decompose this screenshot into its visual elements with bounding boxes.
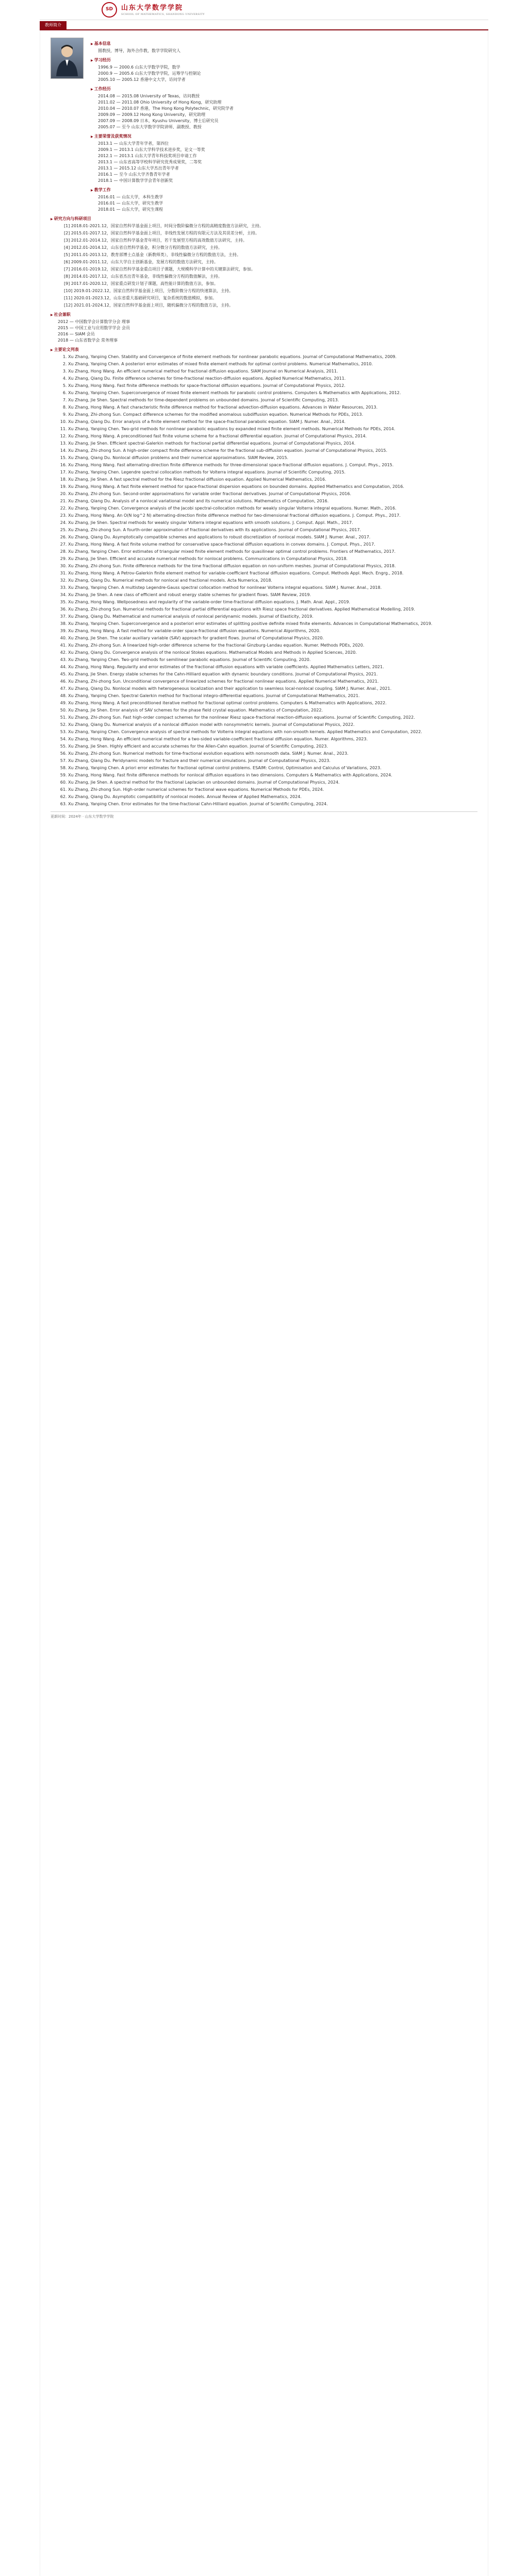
work-item: 2014.08 — 2015.08 University of Texas，访问教授 [98,94,200,98]
paper-item: 47. Xu Zhang, Qiang Du. Nonlocal models with heterogeneous localization and their application to seamless local-nonlocal coupling. SIAM J. Numer. Anal., 2021. [68,686,477,692]
honor-item: 2013.1 — 山东省高等学校科学研究优秀成果奖，二等奖 [98,160,202,164]
research-project: [7] 2016.01-2019.12，国家自然科学基金重点项目子课题，大规模科学计算中的关键算法研究，参加。 [64,267,255,272]
paper-item: 8. Xu Zhang, Hong Wang. A fast characteristic finite difference method for fractional advection-diffusion equations. Advances in Water Resources, 2013. [68,404,477,411]
research-project: [1] 2018.01-2021.12，国家自然科学基金面上项目，时间分数阶偏微分方程的高精度数值方法研究，主持。 [64,224,263,228]
school-name-en: SCHOOL OF MATHEMATICS, SHANDONG UNIVERSITY [121,13,205,16]
education-item: 2000.9 — 2005.6 山东大学数学学院，运筹学与控制论 [98,71,201,76]
paper-item: 25. Xu Zhang, Zhi-zhong Sun. A fourth-order approximation of fractional derivatives with its applications. Journal of Computational Physics, 2017. [68,527,477,533]
papers-title: ▶ 主要论文列表 [51,347,477,353]
work-item: 2009.09 — 2009.12 Hong Kong University，研究助理 [98,112,206,117]
paper-item: 16. Xu Zhang, Hong Wang. Fast alternating-direction finite difference methods for three-dimensional space-fractional diffusion equations. J. Comput. Phys., 2015. [68,462,477,468]
paper-item: 56. Xu Zhang, Zhi-zhong Sun. Numerical methods for time-fractional evolution equations with nonsmooth data. SIAM J. Numer. Anal., 2023. [68,751,477,757]
work-item: 2007.09 — 2008.09 日本，Kyushu University，博士后研究员 [98,118,219,123]
research-project: [8] 2014.01-2017.12，山东省杰出青年基金，非线性偏微分方程的数值解法，主持。 [64,274,222,279]
paper-item: 1. Xu Zhang, Yanping Chen. Stability and Convergence of finite element methods for nonlinear parabolic equations. Journal of Computational Mathematics, 2009. [68,354,477,360]
school-name-cn: 山东大学数学学院 [121,4,184,12]
research-project: [5] 2011.01-2013.12，教育部博士点基金（新教师类），非线性偏微分方程的数值方法，主持。 [64,252,241,257]
paper-item: 62. Xu Zhang, Qiang Du. Asymptotic compatibility of nonlocal models. Annual Review of Applied Mathematics, 2024. [68,794,477,800]
paper-item: 34. Xu Zhang, Jie Shen. A new class of efficient and robust energy stable schemes for gradient flows. SIAM Review, 2019. [68,592,477,598]
profile-photo [51,38,84,79]
site-header [40,0,488,20]
paper-item: 7. Xu Zhang, Jie Shen. Spectral methods for time-dependent problems on unbounded domains. Journal of Scientific Computing, 2013. [68,397,477,403]
paper-item: 57. Xu Zhang, Qiang Du. Peridynamic models for fracture and their numerical simulations. Journal of Computational Physics, 2023. [68,758,477,764]
paper-item: 46. Xu Zhang, Zhi-zhong Sun. Unconditional convergence of linearized schemes for fractional nonlinear equations. Applied Numerical Mathematics, 2021. [68,679,477,685]
research-project: [2] 2015.01-2017.12，国家自然科学基金面上项目，非线性发展方程的有限元方法及其误差分析，主持。 [64,231,259,235]
paper-item: 39. Xu Zhang, Hong Wang. A fast method for variable-order space-fractional diffusion equations. Numerical Algorithms, 2020. [68,628,477,634]
paper-item: 32. Xu Zhang, Qiang Du. Numerical methods for nonlocal and fractional models. Acta Numerica, 2018. [68,578,477,584]
basic-info-title: ▶ 基本信息 [91,41,477,47]
paper-item: 18. Xu Zhang, Jie Shen. A fast spectral method for the Riesz fractional diffusion equation. Applied Numerical Mathematics, 2016. [68,477,477,483]
paper-item: 38. Xu Zhang, Yanping Chen. Superconvergence and a posteriori error estimates of splitting positive definite mixed finite elements. Advances in Computational Mathematics, 2019. [68,621,477,627]
work-item: 2011.02 — 2011.08 Ohio University of Hong Kong，研究助理 [98,100,222,105]
honor-item: 2013.1 — 2015.12 山东大学杰出青年学者 [98,166,179,171]
teaching-item: 2018.01 — 山东大学，研究生课程 [98,207,163,212]
school-brand [121,3,205,17]
education-item: 2005.10 — 2005.12 香港中文大学，访问学者 [98,77,186,82]
paper-item: 31. Xu Zhang, Hong Wang. A Petrov-Galerkin finite element method for variable-coefficient fractional diffusion equations. Comput. Methods Appl. Mech. Engrg., 2018. [68,570,477,577]
paper-item: 43. Xu Zhang, Yanping Chen. Two-grid methods for semilinear parabolic equations. Journal of Scientific Computing, 2020. [68,657,477,663]
footer-note: 更新时间：2024年 · 山东大学数学学院 [51,811,477,820]
work-title: ▶ 工作经历 [91,86,477,92]
paper-item: 36. Xu Zhang, Zhi-zhong Sun. Numerical methods for fractional partial differential equations with Riesz space fractional derivatives. Applied Mathematical Modelling, 2019. [68,606,477,613]
honor-item: 2018.1 — 中国计算数学学会青年创新奖 [98,178,173,183]
basic-info-line: 圆教授，博导，海外合作教，数学学院研究人 [98,48,180,53]
paper-item: 22. Xu Zhang, Yanping Chen. Convergence analysis of the Jacobi spectral-collocation methods for weakly singular Volterra integral equations. Numer. Math., 2016. [68,505,477,512]
paper-item: 37. Xu Zhang, Qiang Du. Mathematical and numerical analysis of nonlocal peridynamic models. Journal of Elasticity, 2019. [68,614,477,620]
paper-item: 30. Xu Zhang, Zhi-zhong Sun. Finite difference methods for the time fractional diffusion equation on non-uniform meshes. Journal of Computational Physics, 2018. [68,563,477,569]
paper-item: 10. Xu Zhang, Qiang Du. Error analysis of a finite element method for the space-fractional parabolic equation. SIAM J. Numer. Anal., 2014. [68,419,477,425]
paper-item: 50. Xu Zhang, Jie Shen. Error analysis of SAV schemes for the phase field crystal equation. Mathematics of Computation, 2022. [68,707,477,714]
research-project: [12] 2021.01-2024.12，国家自然科学基金面上项目，随机偏微分方程的数值方法，主持。 [64,303,234,308]
paper-item: 44. Xu Zhang, Hong Wang. Regularity and error estimates of the fractional diffusion equations with variable coefficients. Applied Mathematics Letters, 2021. [68,664,477,670]
paper-item: 40. Xu Zhang, Jie Shen. The scalar auxiliary variable (SAV) approach for gradient flows. Journal of Computational Physics, 2020. [68,635,477,641]
research-project: [11] 2020.01-2023.12，山东省重大基础研究项目，复杂系统的数值模拟，参加。 [64,296,217,300]
tab-profile[interactable]: 教师简介 [40,21,67,29]
research-project: [4] 2012.01-2014.12，山东省自然科学基金，积分微分方程的数值方法研究，主持。 [64,245,222,250]
main-content [40,30,488,2576]
research-title: ▶ 研究方向与科研项目 [51,216,477,222]
paper-item: 54. Xu Zhang, Hong Wang. An efficient numerical method for a two-sided variable-coefficient fractional diffusion equation. Numer. Algorithms, 2023. [68,736,477,742]
paper-item: 2. Xu Zhang, Yanping Chen. A posteriori error estimates of mixed finite element methods for optimal control problems. Numerical Mathematics, 2010. [68,361,477,367]
paper-item: 3. Xu Zhang, Hong Wang. An efficient numerical method for fractional diffusion equations. SIAM Journal on Numerical Analysis, 2011. [68,368,477,375]
service-title: ▶ 社会兼职 [51,312,477,318]
service-item: 2012 — 中国数学会计算数学分会 理事 [58,319,130,324]
paper-item: 19. Xu Zhang, Hong Wang. A fast finite element method for space-fractional dispersion equations on bounded domains. Applied Mathematics and Computation, 2016. [68,484,477,490]
paper-item: 63. Xu Zhang, Yanping Chen. Error estimates for the time-fractional Cahn-Hilliard equation. Journal of Scientific Computing, 2024. [68,801,477,807]
service-item: 2016 — SIAM 会员 [58,332,95,336]
title-bar [40,20,488,30]
honor-item: 2009.1 — 2013.1 山东大学科学技术进步奖，论文一等奖 [98,147,205,152]
education-item: 1996.9 — 2000.6 山东大学数学学院，数学 [98,65,180,70]
paper-list [51,354,477,807]
research-project: [6] 2009.01-2011.12，山东大学自主创新基金，发展方程的数值方法研究，主持。 [64,260,218,264]
paper-item: 15. Xu Zhang, Qiang Du. Nonlocal diffusion problems and their numerical approximations. SIAM Review, 2015. [68,455,477,461]
profile-section [51,38,477,213]
school-logo[interactable] [102,2,117,18]
honor-item: 2016.1 — 至今 山东大学齐鲁青年学者 [98,172,170,177]
paper-item: 60. Xu Zhang, Jie Shen. A spectral method for the fractional Laplacian on unbounded domains. Journal of Computational Physics, 2024. [68,779,477,786]
teaching-item: 2016.01 — 山东大学，本科生教学 [98,195,163,199]
paper-item: 59. Xu Zhang, Hong Wang. Fast finite difference methods for nonlocal diffusion equations in two dimensions. Computers & Mathematics with Applications, 2024. [68,772,477,778]
paper-item: 26. Xu Zhang, Qiang Du. Asymptotically compatible schemes and applications to robust discretization of nonlocal models. SIAM J. Numer. Anal., 2017. [68,534,477,540]
research-project: [10] 2019.01-2022.12，国家自然科学基金面上项目，分数阶微分方程的快速算法，主持。 [64,289,234,293]
paper-item: 27. Xu Zhang, Hong Wang. A fast finite volume method for conservative space-fractional diffusion equations in convex domains. J. Comput. Phys., 2017. [68,541,477,548]
work-item: 2010.04 — 2010.07 香港，The Hong Kong Polytechnic，研究院学者 [98,106,234,111]
paper-item: 33. Xu Zhang, Yanping Chen. A multistep Legendre-Gauss spectral collocation method for nonlinear Volterra integral equations. SIAM J. Numer. Anal., 2018. [68,585,477,591]
paper-item: 42. Xu Zhang, Qiang Du. Convergence analysis of the nonlocal Stokes equations. Mathematical Models and Methods in Applied Sciences, 2020. [68,650,477,656]
paper-item: 58. Xu Zhang, Yanping Chen. A priori error estimates for fractional optimal control problems. ESAIM: Control, Optimisation and Calculus of Variations, 2023. [68,765,477,771]
research-project: [9] 2017.01-2020.12，国家重点研发计划子课题，高性能计算的数值方法，参加。 [64,281,218,286]
paper-item: 20. Xu Zhang, Zhi-zhong Sun. Second-order approximations for variable order fractional derivatives. Journal of Computational Physics, 2016. [68,491,477,497]
paper-item: 53. Xu Zhang, Yanping Chen. Convergence analysis of spectral methods for Volterra integral equations with non-smooth kernels. Applied Mathematics and Computation, 2022. [68,729,477,735]
paper-item: 9. Xu Zhang, Zhi-zhong Sun. Compact difference schemes for the modified anomalous subdiffusion equation. Numerical Methods for PDEs, 2013. [68,412,477,418]
paper-item: 52. Xu Zhang, Qiang Du. Numerical analysis of a nonlocal diffusion model with nonsymmetric kernels. Journal of Computational Physics, 2022. [68,722,477,728]
honor-title: ▶ 主要荣誉及获奖情况 [91,133,477,140]
paper-item: 4. Xu Zhang, Qiang Du. Finite difference schemes for time-fractional reaction-diffusion equations. Applied Numerical Mathematics, 2011. [68,376,477,382]
paper-item: 28. Xu Zhang, Yanping Chen. Error estimates of triangular mixed finite element methods for quasilinear optimal control problems. Frontiers of Mathematics, 2017. [68,549,477,555]
research-project: [3] 2012.01-2014.12，国家自然科学基金青年项目，若干发展型方程的高效数值方法研究，主持。 [64,238,247,243]
honor-item: 2013.1 — 山东大学青年学者，第四位 [98,141,169,146]
paper-item: 49. Xu Zhang, Hong Wang. A fast preconditioned iterative method for fractional optimal control problems. Computers & Mathematics with Applications, 2022. [68,700,477,706]
paper-item: 29. Xu Zhang, Jie Shen. Efficient and accurate numerical methods for nonlocal problems. Communications in Computational Physics, 2018. [68,556,477,562]
teaching-title: ▶ 教学工作 [91,187,477,193]
paper-item: 55. Xu Zhang, Jie Shen. Highly efficient and accurate schemes for the Allen-Cahn equation. Journal of Scientific Computing, 2023. [68,743,477,750]
paper-item: 61. Xu Zhang, Zhi-zhong Sun. High-order numerical schemes for fractional wave equations. Numerical Methods for PDEs, 2024. [68,787,477,793]
paper-item: 12. Xu Zhang, Hong Wang. A preconditioned fast finite volume scheme for a fractional differential equation. Journal of Computational Physics, 2014. [68,433,477,439]
teaching-item: 2016.01 — 山东大学，研究生教学 [98,201,163,206]
paper-item: 13. Xu Zhang, Jie Shen. Efficient spectral-Galerkin methods for fractional partial differential equations. Journal of Computational Physics, 2014. [68,440,477,447]
service-item: 2018 — 山东省数学会 常务理事 [58,338,118,343]
person-portrait-icon [54,40,80,76]
paper-item: 6. Xu Zhang, Yanping Chen. Superconvergence of mixed finite element methods for parabolic control problems. Computers & Mathematics with Applications, 2012. [68,390,477,396]
logo-text: SD [106,7,113,12]
paper-item: 11. Xu Zhang, Yanping Chen. Two-grid methods for nonlinear parabolic equations by expanded mixed finite element methods. Numerical Methods for PDEs, 2014. [68,426,477,432]
paper-item: 21. Xu Zhang, Qiang Du. Analysis of a nonlocal variational model and its numerical solutions. Mathematics of Computation, 2016. [68,498,477,504]
paper-item: 48. Xu Zhang, Yanping Chen. Spectral Galerkin method for fractional integro-differential equations. Journal of Computational Mathematics, 2021. [68,693,477,699]
paper-item: 5. Xu Zhang, Hong Wang. Fast finite difference methods for space-fractional diffusion equations. Journal of Computational Physics, 2012. [68,383,477,389]
service-item: 2015 — 中国工业与应用数学学会 会员 [58,326,130,330]
paper-item: 24. Xu Zhang, Jie Shen. Spectral methods for weakly singular Volterra integral equations with smooth solutions. J. Comput. Appl. Math., 2017. [68,520,477,526]
paper-item: 41. Xu Zhang, Zhi-zhong Sun. A linearized high-order difference scheme for the fractional Ginzburg-Landau equation. Numer. Methods PDEs, 2020. [68,642,477,649]
paper-item: 14. Xu Zhang, Zhi-zhong Sun. A high-order compact finite difference scheme for the fractional sub-diffusion equation. Journal of Computational Physics, 2015. [68,448,477,454]
paper-item: 45. Xu Zhang, Jie Shen. Energy stable schemes for the Cahn-Hilliard equation with dynamic boundary conditions. Journal of Computational Physics, 2021. [68,671,477,677]
work-item: 2005.07 — 至今 山东大学数学学院讲师、副教授、教授 [98,125,202,129]
profile-info [91,38,477,213]
paper-item: 17. Xu Zhang, Yanping Chen. Legendre spectral collocation methods for Volterra integral equations. Journal of Scientific Computing, 2015. [68,469,477,476]
paper-item: 23. Xu Zhang, Hong Wang. An O(N log^2 N) alternating-direction finite difference method for two-dimensional fractional diffusion equations. J. Comput. Phys., 2017. [68,513,477,519]
page [40,0,488,2576]
honor-item: 2012.1 — 2013.1 山东大学青年科技奖项目申请工作 [98,154,197,158]
paper-item: 35. Xu Zhang, Hong Wang. Wellposedness and regularity of the variable-order time-fractional diffusion equations. J. Math. Anal. Appl., 2019. [68,599,477,605]
education-title: ▶ 学习经历 [91,57,477,63]
paper-item: 51. Xu Zhang, Zhi-zhong Sun. Fast high-order compact schemes for the nonlinear Riesz space-fractional reaction-diffusion equations. Journal of Scientific Computing, 2022. [68,715,477,721]
